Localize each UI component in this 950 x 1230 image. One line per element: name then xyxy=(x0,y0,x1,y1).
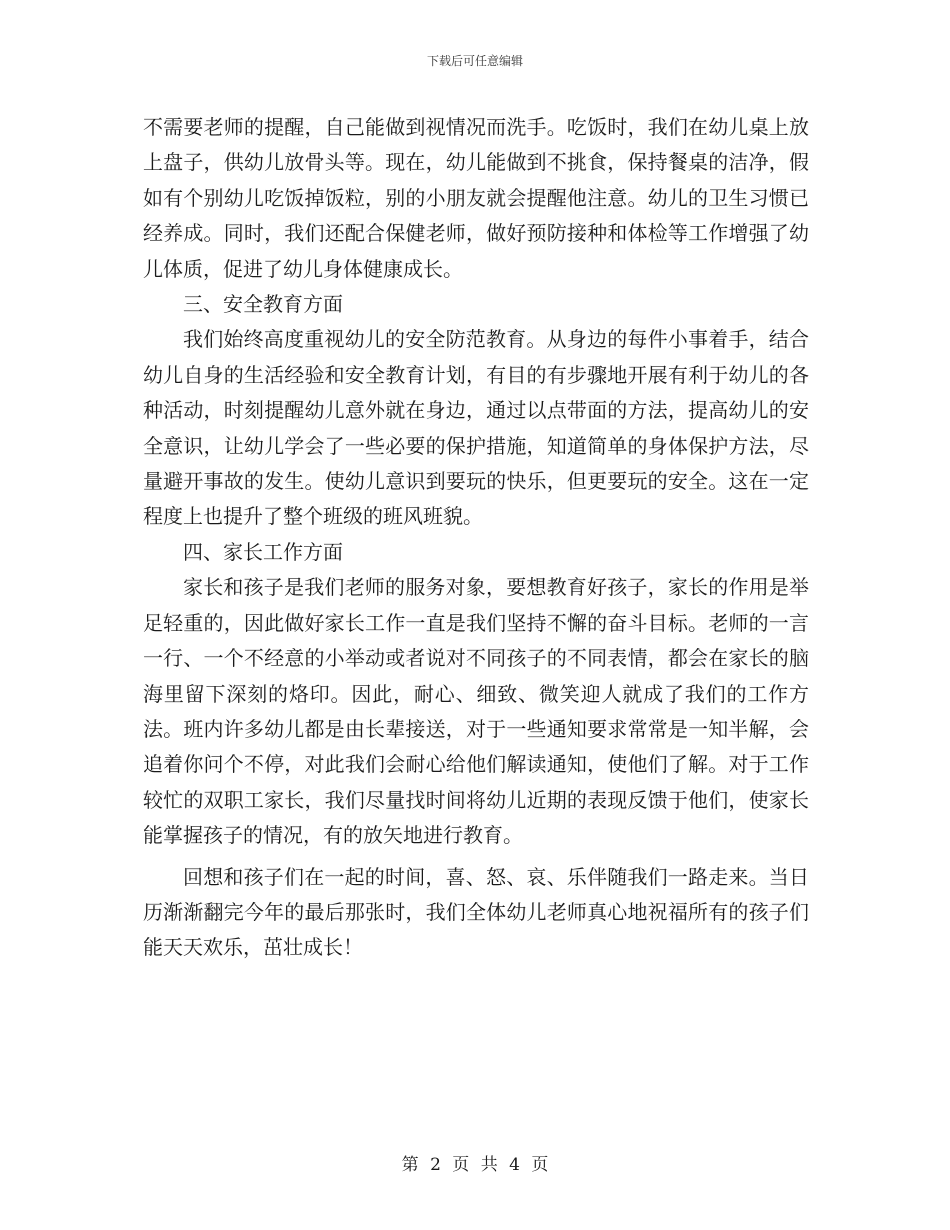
section-heading-safety: 三、安全教育方面 xyxy=(183,292,343,317)
section-heading-parents: 四、家长工作方面 xyxy=(183,539,343,564)
paragraph-parents: 家长和孩子是我们老师的服务对象，要想教育好孩子，家长的作用是举足轻重的，因此做好家长工作一直是我们坚持不懈的奋斗目标。老师的一言一行、一个不经意的小举动或者说对不同孩子的不同表情，都会在家长的脑海里留下深刻的烙印。因此，耐心、细致、微笑迎人就成了我们的工作方法。班内许多幼儿都是由长辈接送，对于一些通知要求常常是一知半解，会追着你问个不停，对此我们会耐心给他们解读通知，使他们了解。对于工作较忙的双职工家长，我们尽量找时间将幼儿近期的表现反馈于他们，使家长能掌握孩子的情况，有的放矢地进行教育。 xyxy=(143,575,809,848)
paragraph-closing: 回想和孩子们在一起的时间，喜、怒、哀、乐伴随我们一路走来。当日历渐渐翻完今年的最后那张时，我们全体幼儿老师真心地祝福所有的孩子们能天天欢乐，茁壮成长！ xyxy=(143,864,809,960)
page-number-footer: 第 2 页 共 4 页 xyxy=(401,1155,549,1175)
document-body xyxy=(143,110,809,966)
paragraph-hygiene-continued: 不需要老师的提醒，自己能做到视情况而洗手。吃饭时，我们在幼儿桌上放上盘子，供幼儿放骨头等。现在，幼儿能做到不挑食，保持餐桌的洁净，假如有个别幼儿吃饭掉饭粒，别的小朋友就会提醒他注意。幼儿的卫生习惯已经养成。同时，我们还配合保健老师，做好预防接种和体检等工作增强了幼儿体质，促进了幼儿身体健康成长。 xyxy=(143,115,809,281)
paragraph-safety: 我们始终高度重视幼儿的安全防范教育。从身边的每件小事着手，结合幼儿自身的生活经验和安全教育计划，有目的有步骤地开展有利于幼儿的各种活动，时刻提醒幼儿意外就在身边，通过以点带面的方法，提高幼儿的安全意识，让幼儿学会了一些必要的保护措施，知道简单的身体保护方法，尽量避开事故的发生。使幼儿意识到要玩的快乐，但更要玩的安全。这在一定程度上也提升了整个班级的班风班貌。 xyxy=(143,327,809,529)
page-header-note: 下载后可任意编辑 xyxy=(426,54,523,68)
